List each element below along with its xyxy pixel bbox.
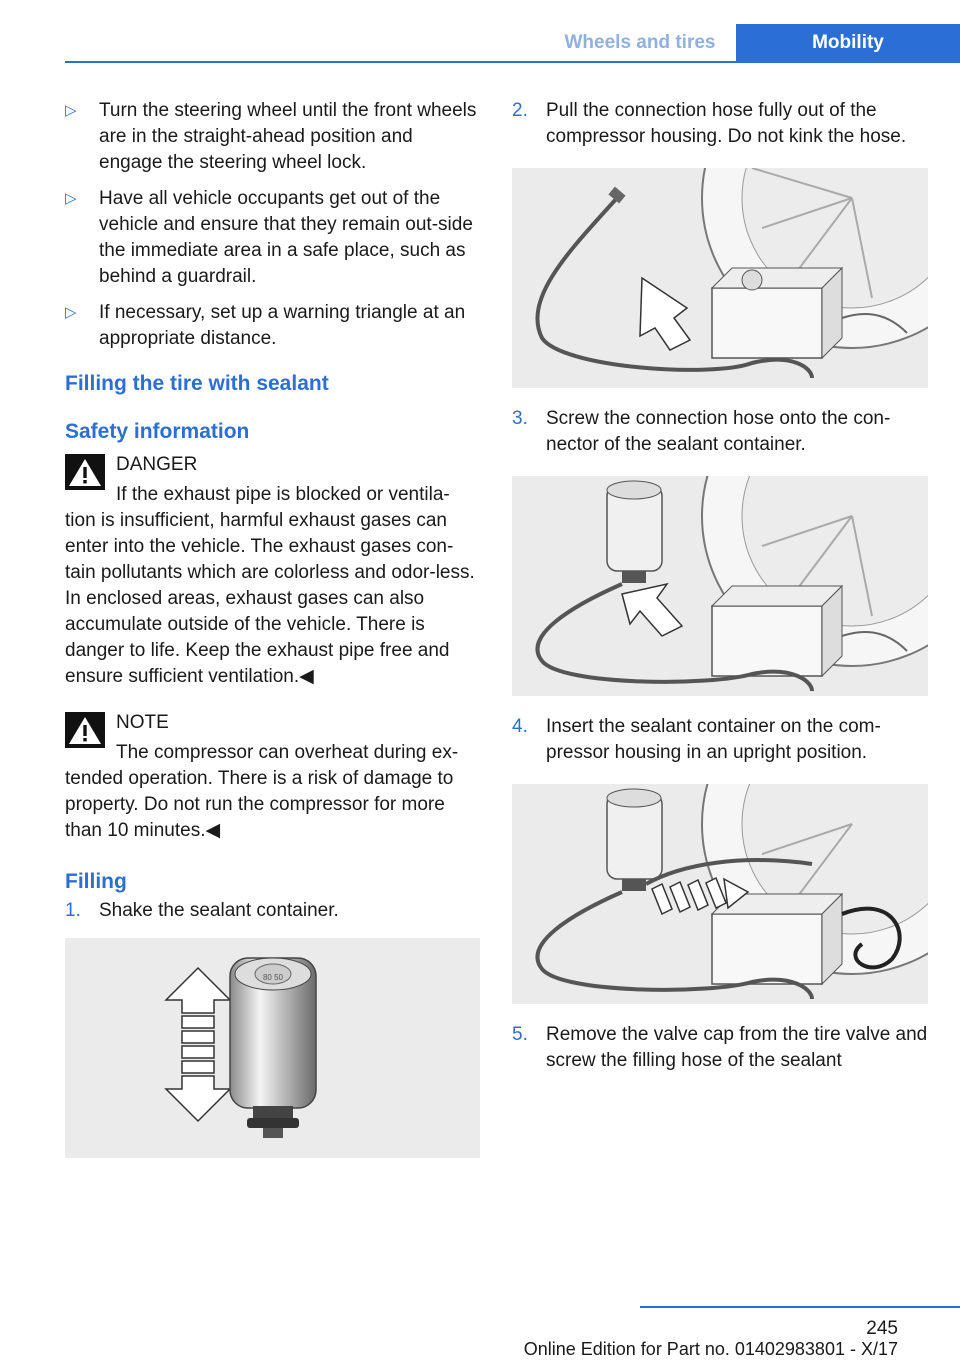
list-item: ▷ Turn the steering wheel until the front wheels are in the straight-ahead position and engage the steering wheel lock.: [65, 100, 477, 173]
step-4: 4. Insert the sealant container on the com-pressor housing in an upright position.: [512, 716, 881, 763]
header-section-tab: Wheels and tires: [564, 31, 716, 53]
list-item: ▷ Have all vehicle occupants get out of the vehicle and ensure that they remain out-side the immediate area in a safe place, such as behind a guardrail.: [65, 188, 473, 287]
list-item: ▷ If necessary, set up a warning triangle at an appropriate distance.: [65, 302, 466, 349]
header-rule: [65, 61, 960, 63]
note-text: The compressor can overheat during ex-tended operation. There is a risk of damage to property. Do not run the compressor for more than 10 minutes.◀: [65, 742, 459, 841]
left-column: [65, 98, 480, 1158]
danger-warning: [65, 452, 480, 690]
footer-rule: [640, 1306, 960, 1308]
heading-filling: Filling: [65, 870, 127, 893]
triangle-bullet-icon: ▷: [65, 102, 77, 119]
step-2: 2. Pull the connection hose fully out of the compressor housing. Do not kink the hose.: [512, 100, 907, 147]
page-number: 245: [866, 1318, 898, 1339]
note-label: NOTE: [116, 712, 169, 733]
screw-hose-illustration: [512, 476, 928, 696]
bottle-label: 80 50: [262, 973, 284, 982]
danger-text: If the exhaust pipe is blocked or ventila-tion is insufficient, harmful exhaust gases can enter into the vehicle. The exhaust gases con-tain pollutants which are colorless and odor-less. In enclosed areas, exhaust gases can also accumulate outside of the vehicle. There is danger to life. Keep the exhaust pipe free and ensure sufficient ventilation.◀: [65, 484, 475, 687]
right-column: [512, 98, 928, 1074]
danger-label: DANGER: [116, 454, 198, 475]
triangle-bullet-icon: ▷: [65, 190, 77, 207]
warning-triangle-icon: [65, 712, 105, 748]
header-chapter-tab: Mobility: [736, 24, 960, 61]
figure-shake-container: [65, 938, 480, 1158]
warning-triangle-icon: [65, 454, 105, 490]
step-5: 5. Remove the valve cap from the tire valve and screw the filling hose of the sealant: [512, 1024, 928, 1071]
figure-pull-hose: [512, 168, 928, 388]
insert-container-illustration: [512, 784, 928, 1004]
pull-hose-illustration: [512, 168, 928, 388]
heading-safety-information: Safety information: [65, 420, 250, 443]
step-1: 1. Shake the sealant container.: [65, 900, 339, 921]
note-warning: [65, 710, 480, 844]
heading-filling-tire: Filling the tire with sealant: [65, 372, 329, 395]
step-3: 3. Screw the connection hose onto the con-nector of the sealant container.: [512, 408, 891, 455]
figure-insert-container: [512, 784, 928, 1004]
shake-container-illustration: [65, 938, 480, 1158]
triangle-bullet-icon: ▷: [65, 304, 77, 321]
figure-screw-hose: [512, 476, 928, 696]
footer-edition: Online Edition for Part no. 01402983801 - X/17: [523, 1339, 898, 1359]
